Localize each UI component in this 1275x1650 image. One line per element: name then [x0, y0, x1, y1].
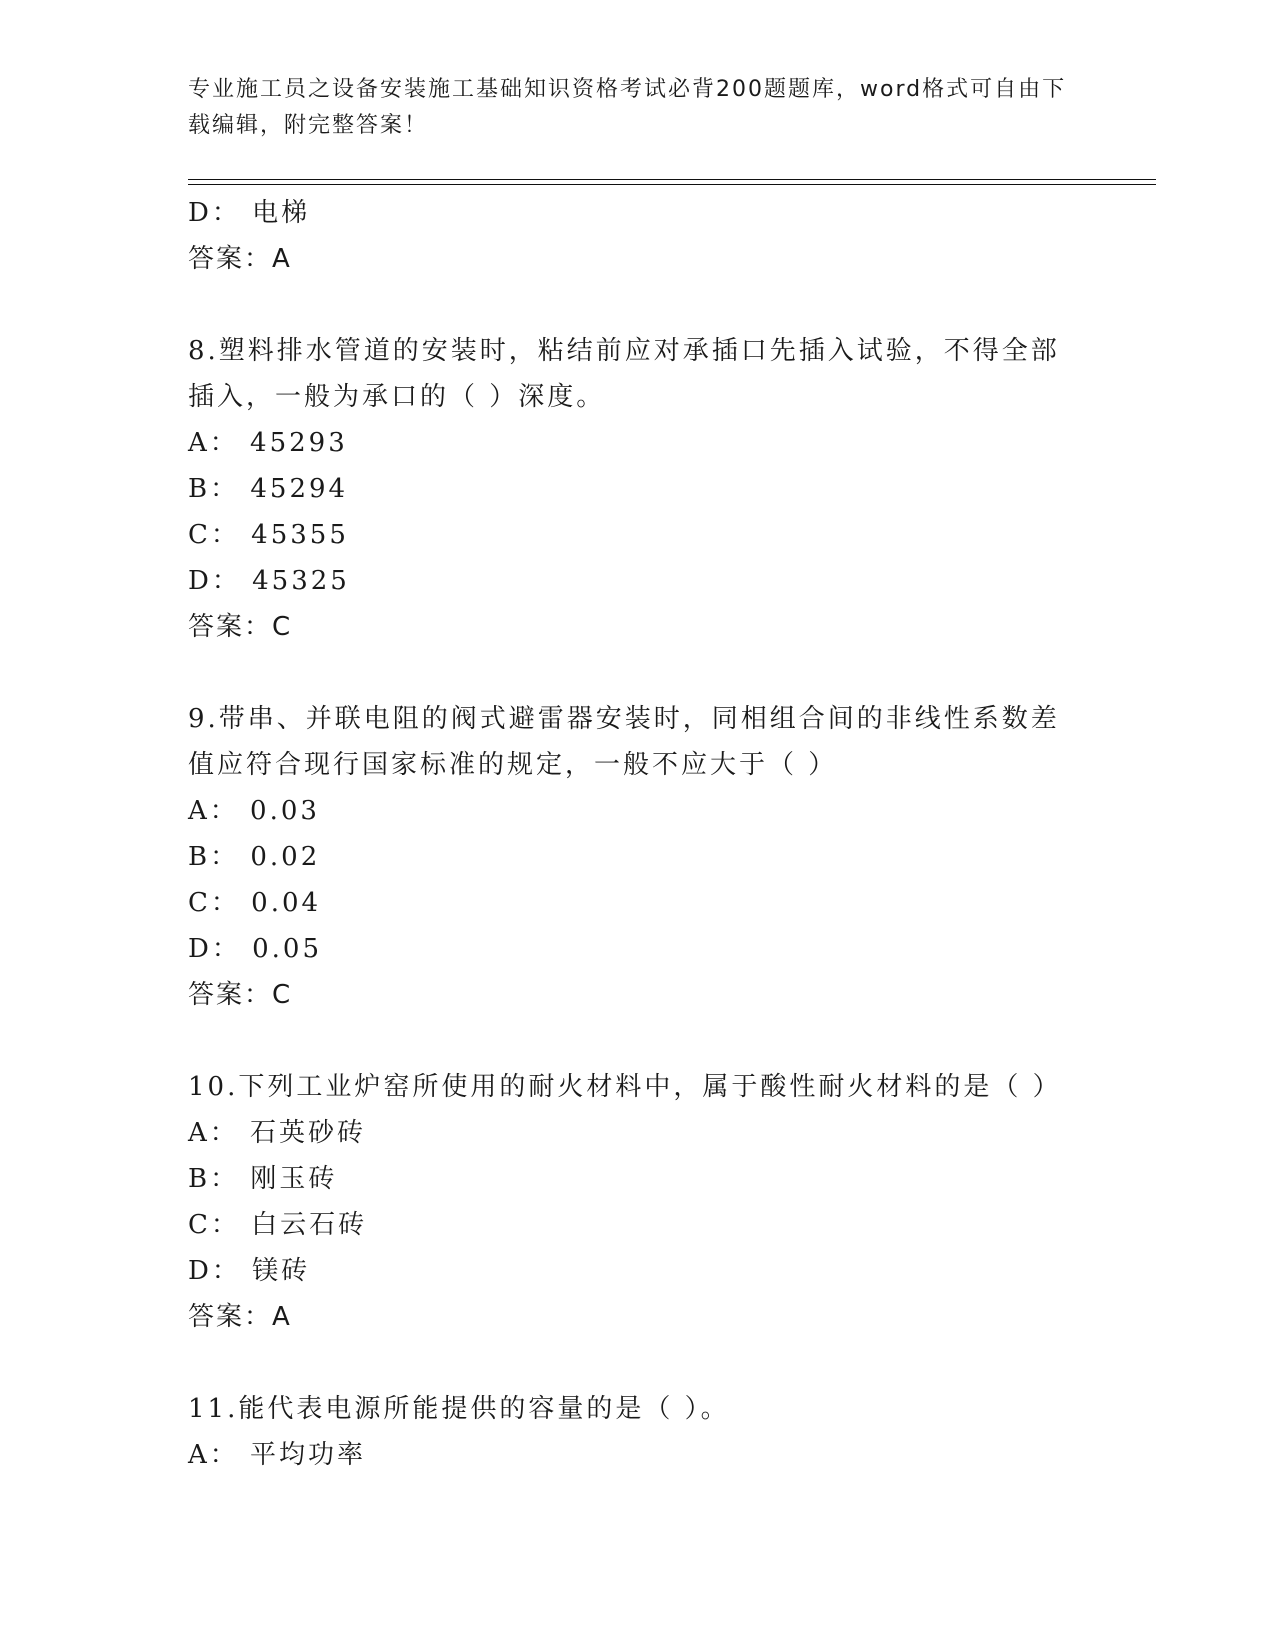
question-stem: 值应符合现行国家标准的规定，一般不应大于（ ） — [188, 750, 838, 780]
option-a: A： 0.03 — [188, 796, 320, 826]
question-9 — [188, 696, 1088, 1018]
question-stem: 11.能代表电源所能提供的容量的是（ ）。 — [188, 1394, 730, 1424]
option-d: D： 0.05 — [188, 934, 323, 964]
spacer — [188, 282, 1088, 328]
option-d: D： 45325 — [188, 566, 350, 596]
question-stem: 10.下列工业炉窑所使用的耐火材料中，属于酸性耐火材料的是（ ） — [188, 1072, 1062, 1102]
option-d: D： 电梯 — [188, 198, 311, 228]
spacer — [188, 650, 1088, 696]
page-header: 专业施工员之设备安装施工基础知识资格考试必背200题题库，word格式可自由下载编辑，附完整答案！ — [188, 77, 1067, 138]
answer: 答案：C — [188, 612, 293, 642]
spacer — [188, 1018, 1088, 1064]
option-b: B： 刚玉砖 — [188, 1164, 338, 1194]
question-content — [188, 190, 1088, 1478]
option-b: B： 0.02 — [188, 842, 321, 872]
question-11 — [188, 1386, 1088, 1478]
answer: 答案：A — [188, 1302, 292, 1332]
option-a: A： 45293 — [188, 428, 348, 458]
header-divider-bottom — [188, 184, 1156, 185]
option-b: B： 45294 — [188, 474, 349, 504]
option-a: A： 石英砂砖 — [188, 1118, 367, 1148]
answer: 答案：A — [188, 244, 292, 274]
question-stem: 插入，一般为承口的（ ）深度。 — [188, 382, 606, 412]
answer: 答案：C — [188, 980, 293, 1010]
question-stem: 8.塑料排水管道的安装时，粘结前应对承插口先插入试验，不得全部 — [188, 336, 1060, 366]
question-stem: 9.带串、并联电阻的阀式避雷器安装时，同相组合间的非线性系数差 — [188, 704, 1060, 734]
question-10 — [188, 1064, 1088, 1340]
option-c: C： 白云石砖 — [188, 1210, 368, 1240]
option-a: A： 平均功率 — [188, 1440, 367, 1470]
option-c: C： 45355 — [188, 520, 349, 550]
header-divider-top — [188, 179, 1156, 180]
spacer — [188, 1340, 1088, 1386]
question-8 — [188, 328, 1088, 650]
option-d: D： 镁砖 — [188, 1256, 311, 1286]
option-c: C： 0.04 — [188, 888, 322, 918]
